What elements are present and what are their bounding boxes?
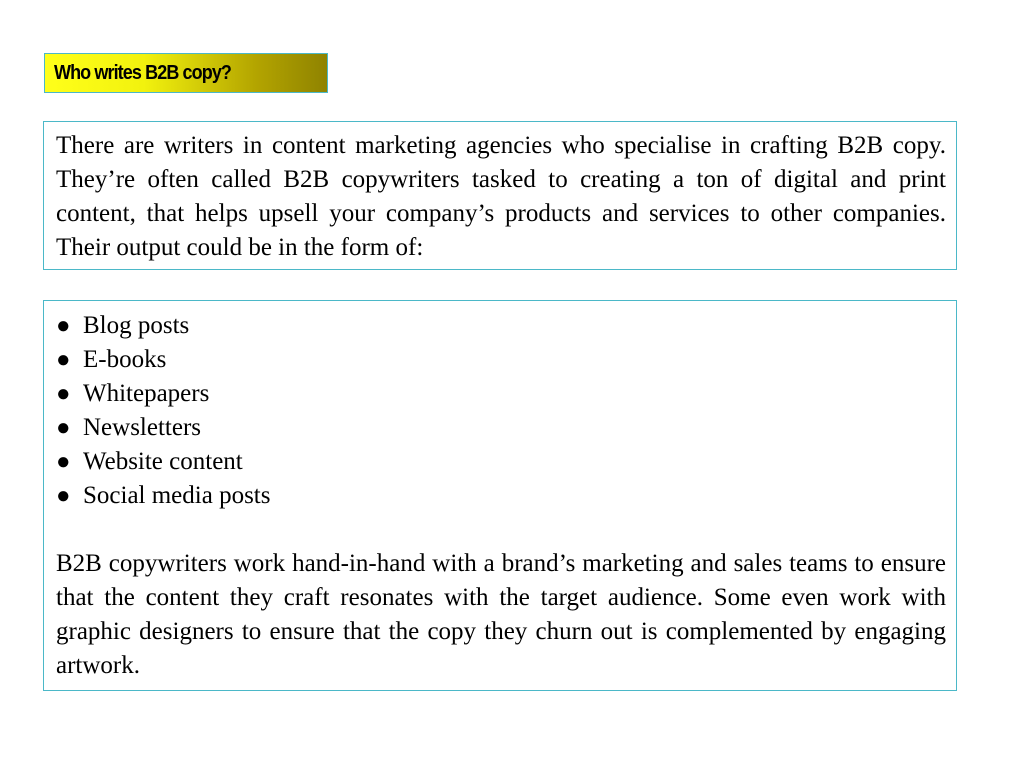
bullet-icon: ● — [56, 415, 71, 441]
title-banner — [44, 53, 328, 93]
content-text-box — [43, 300, 957, 691]
bullet-icon: ● — [56, 449, 71, 475]
list-item-label: Website content — [83, 448, 243, 475]
list-item — [56, 445, 946, 479]
list-item-label: Whitepapers — [83, 380, 210, 407]
list-item — [56, 343, 946, 377]
bullet-icon: ● — [56, 347, 71, 373]
bullet-icon: ● — [56, 313, 71, 339]
output-list — [56, 309, 946, 513]
bullet-icon: ● — [56, 381, 71, 407]
list-item — [56, 411, 946, 445]
intro-text-box — [43, 121, 957, 270]
list-item-label: Social media posts — [83, 482, 271, 509]
intro-paragraph: There are writers in content marketing agencies who specialise in crafting B2B copy. They’re often called B2B copywriters tasked to creating a ton of digital and print content, that helps upsell your company’s products and services to other companies. Their output could be in the form of: — [56, 132, 946, 261]
list-item — [56, 309, 946, 343]
list-item — [56, 479, 946, 513]
paragraph-gap — [56, 513, 946, 547]
list-item-label: Blog posts — [83, 312, 190, 339]
list-item-label: Newsletters — [83, 414, 202, 441]
page-title: Who writes B2B copy? — [54, 61, 232, 84]
closing-paragraph: B2B copywriters work hand-in-hand with a brand’s marketing and sales teams to ensure that the content they craft resonates with the target audience. Some even work with graphic designers to ensure that the copy they churn out is complemented by engaging artwork. — [56, 550, 946, 679]
list-item — [56, 377, 946, 411]
bullet-icon: ● — [56, 483, 71, 509]
list-item-label: E-books — [83, 346, 167, 373]
